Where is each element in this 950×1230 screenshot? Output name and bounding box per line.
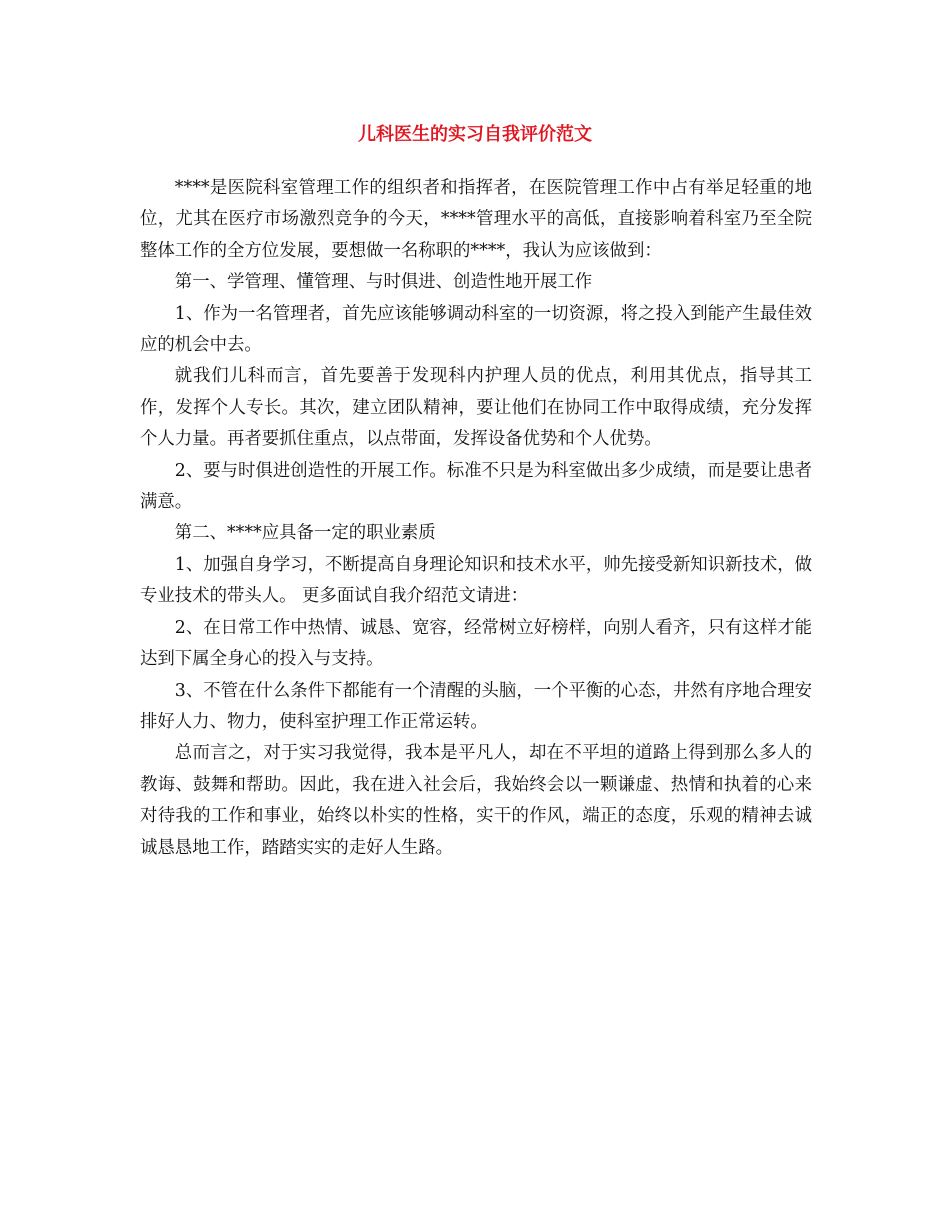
paragraph-1-2: 2、要与时俱进创造性的开展工作。标准不只是为科室做出多少成绩，而是要让患者满意。 [140, 460, 812, 513]
document-title: 儿科医生的实习自我评价范文 [358, 124, 592, 145]
section-heading-1: 第一、学管理、懂管理、与时俱进、创造性地开展工作 [174, 272, 593, 293]
paragraph-intro: ****是医院科室管理工作的组织者和指挥者，在医院管理工作中占有举足轻重的地位，尤其在医疗市场激烈竞争的今天，****管理水平的高低，直接影响着科室乃至全院整体工作的全方位发展，要想做一名称职的****，我认为应该做到： [140, 178, 812, 261]
paragraph-pediatrics: 就我们儿科而言，首先要善于发现科内护理人员的优点，利用其优点，指导其工作，发挥个人专长。其次，建立团队精神，要让他们在协同工作中取得成绩，充分发挥个人力量。再者要抓住重点，以点带面，发挥设备优势和个人优势。 [140, 366, 812, 450]
paragraph-2-1: 1、加强自身学习，不断提高自身理论知识和技术水平，帅先接受新知识新技术，做专业技术的带头人。 更多面试自我介绍范文请进： [140, 554, 812, 607]
paragraph-conclusion: 总而言之，对于实习我觉得，我本是平凡人，却在不平坦的道路上得到那么多人的教诲、鼓舞和帮助。因此，我在进入社会后，我始终会以一颗谦虚、热情和执着的心来对待我的工作和事业，始终以朴实的性格，实干的作风，端正的态度，乐观的精神去诚诚恳恳地工作，踏踏实实的走好人生路。 [140, 743, 812, 858]
paragraph-2-3: 3、不管在什么条件下都能有一个清醒的头脑，一个平衡的心态，井然有序地合理安排好人力、物力，使科室护理工作正常运转。 [140, 680, 812, 732]
section-heading-2: 第二、****应具备一定的职业素质 [174, 523, 436, 544]
paragraph-2-2: 2、在日常工作中热情、诚恳、宽容，经常树立好榜样，向别人看齐，只有这样才能达到下属全身心的投入与支持。 [140, 617, 812, 670]
paragraph-1-1: 1、作为一名管理者，首先应该能够调动科室的一切资源，将之投入到能产生最佳效应的机会中去。 [140, 303, 812, 356]
document-body [140, 173, 812, 864]
